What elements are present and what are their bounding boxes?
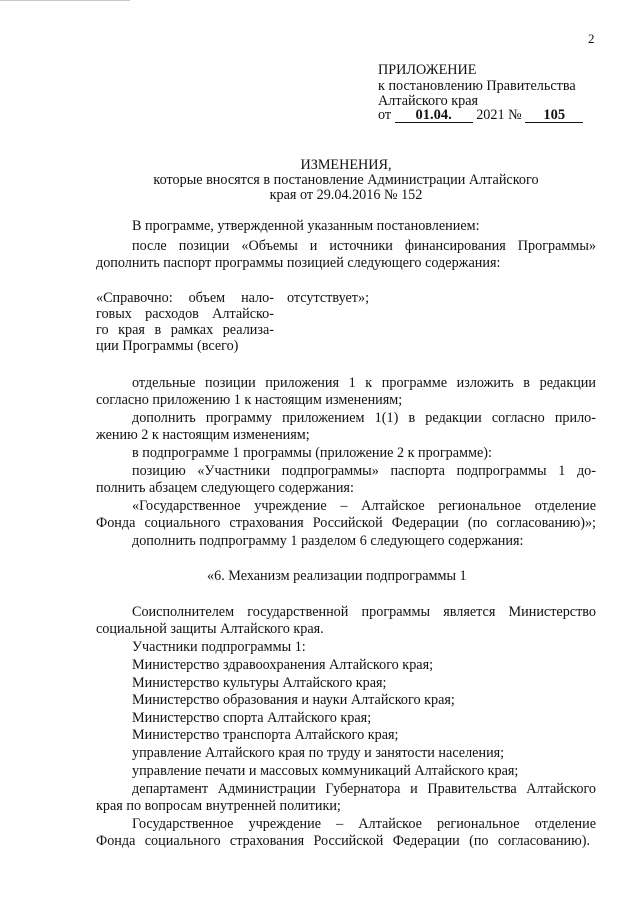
body-line-7: полнить абзацем следующего содержания:	[96, 480, 354, 496]
section-line-1: Соисполнителем государственной программы является Министерство	[132, 604, 596, 620]
section-line-2: социальной защиты Алтайского края.	[96, 621, 324, 637]
year-label: 2021 №	[476, 107, 522, 123]
department-line-1: департамент Администрации Губернатора и Правительства Алтайского	[132, 781, 596, 797]
section-title: «6. Механизм реализации подпрограммы 1	[207, 568, 467, 584]
participants-label: Участники подпрограммы 1:	[132, 639, 306, 655]
participant-item: управление Алтайского края по труду и занятости населения;	[132, 745, 505, 761]
decree-number: 105	[525, 109, 583, 123]
appendix-line2: Алтайского края	[378, 93, 479, 109]
table-left-line-2: говых расходов Алтайско-	[96, 306, 274, 322]
paragraph-2b: дополнить паспорт программы позицией следующего содержания:	[96, 255, 501, 271]
participant-item: Министерство здравоохранения Алтайского края;	[132, 657, 434, 673]
participant-item: Министерство спорта Алтайского края;	[132, 710, 372, 726]
fund-line-1: Государственное учреждение – Алтайское региональное отделение	[132, 816, 596, 832]
heading-title: ИЗМЕНЕНИЯ,	[300, 157, 392, 173]
appendix-line1: к постановлению Правительства	[378, 78, 576, 94]
participant-item: Министерство образования и науки Алтайского края;	[132, 692, 455, 708]
body-line-4: жению 2 к настоящим изменениям;	[96, 427, 310, 443]
appendix-title: ПРИЛОЖЕНИЕ	[378, 62, 477, 78]
table-right-value: отсутствует»;	[287, 290, 370, 306]
body-line-8: «Государственное учреждение – Алтайское региональное отделение	[132, 498, 596, 514]
paragraph-2a: после позиции «Объемы и источники финансирования Программы»	[132, 238, 596, 254]
date-prefix: от	[378, 107, 392, 123]
page-number: 2	[588, 31, 595, 46]
heading-line1: которые вносятся в постановление Администрации Алтайского	[153, 172, 539, 188]
body-line-3: дополнить программу приложением 1(1) в редакции согласно прило-	[132, 410, 596, 426]
department-line-2: края по вопросам внутренней политики;	[96, 798, 341, 814]
scan-edge	[0, 0, 130, 1]
appendix-date-line	[378, 107, 583, 124]
participant-item: Министерство культуры Алтайского края;	[132, 675, 387, 691]
paragraph-1: В программе, утвержденной указанным постановлением:	[132, 218, 480, 234]
body-line-10: дополнить подпрограмму 1 разделом 6 следующего содержания:	[132, 533, 524, 549]
participant-item: Министерство транспорта Алтайского края;	[132, 727, 399, 743]
body-line-9: Фонда социального страхования Российской Федерации (по согласованию)»;	[96, 515, 596, 531]
table-left-line-1: «Справочно: объем нало-	[96, 290, 274, 306]
date-value: 01.04.	[395, 109, 473, 123]
participant-item: управление печати и массовых коммуникаций Алтайского края;	[132, 763, 519, 779]
body-line-2: согласно приложению 1 к настоящим изменениям;	[96, 392, 403, 408]
table-left-line-4: ции Программы (всего)	[96, 338, 239, 354]
fund-line-2: Фонда социального страхования Российской Федерации (по согласованию).	[96, 833, 590, 849]
body-line-1: отдельные позиции приложения 1 к программе изложить в редакции	[132, 375, 596, 391]
heading-line2: края от 29.04.2016 № 152	[269, 187, 423, 203]
table-left-line-3: го края в рамках реализа-	[96, 322, 274, 338]
body-line-6: позицию «Участники подпрограммы» паспорта подпрограммы 1 до-	[132, 463, 596, 479]
body-line-5: в подпрограмме 1 программы (приложение 2 к программе):	[132, 445, 492, 461]
